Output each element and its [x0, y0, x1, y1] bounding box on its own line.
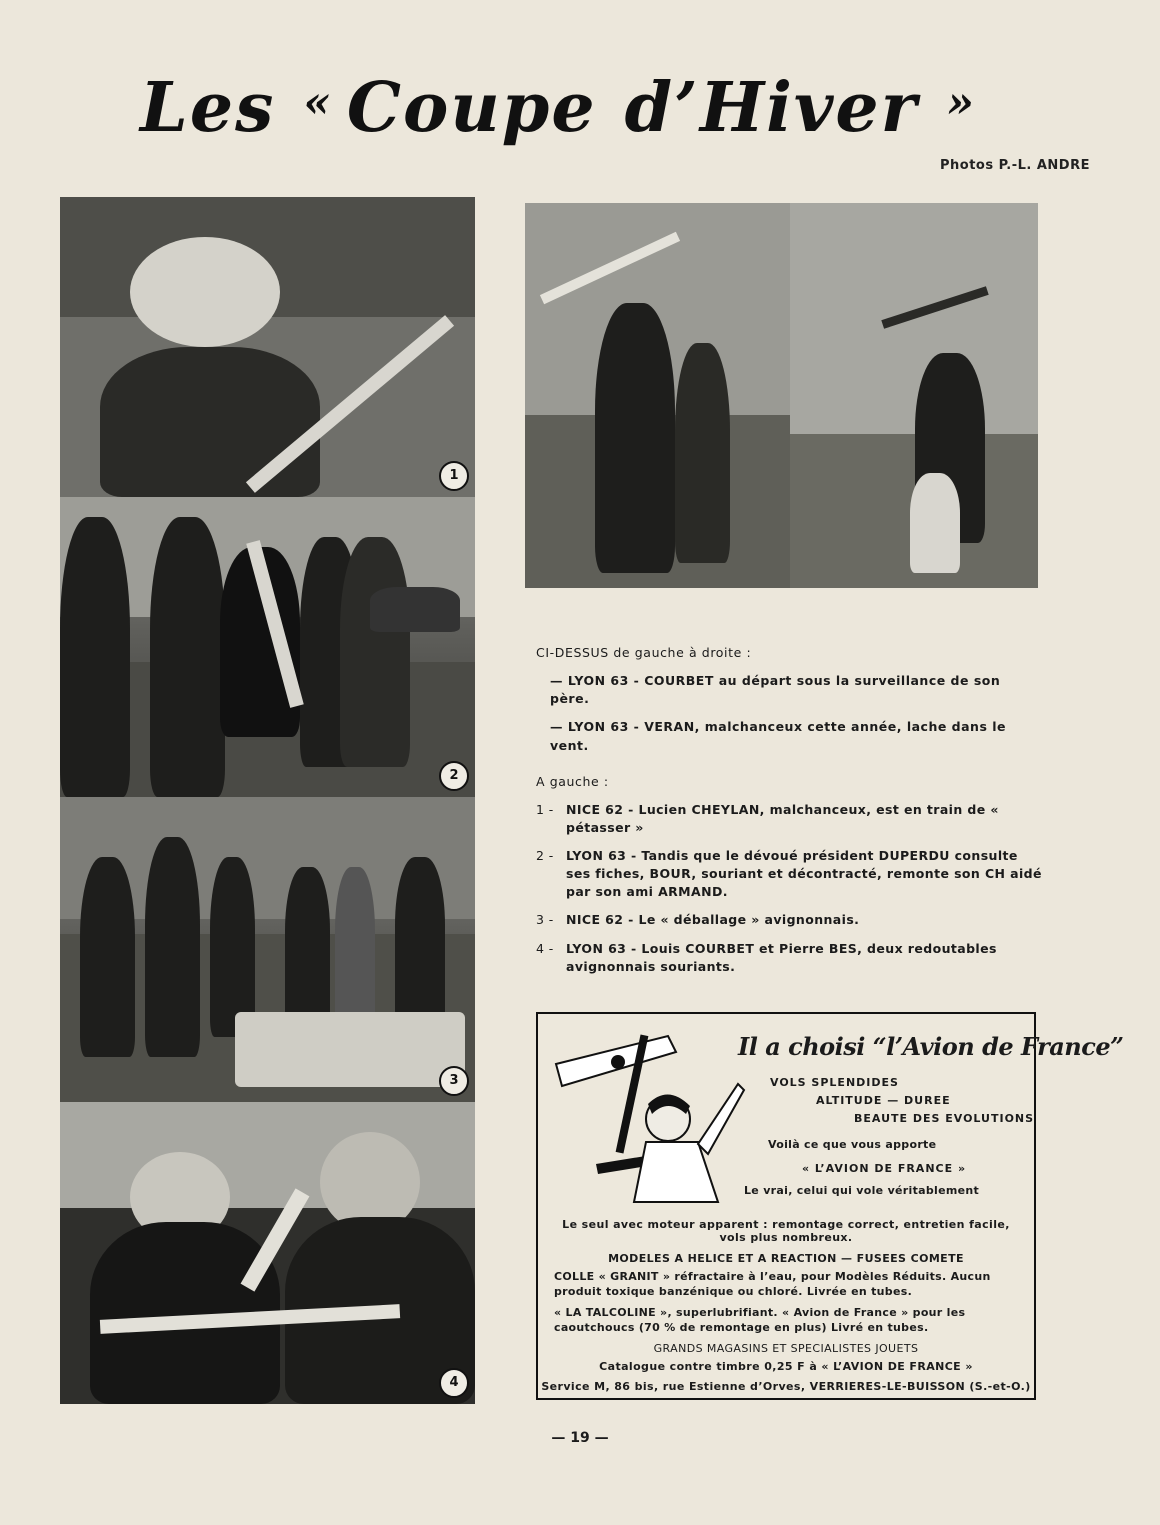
ad-stores-line: GRANDS MAGASINS ET SPECIALISTES JOUETS	[653, 1342, 919, 1355]
ad-brand: « L’AVION DE FRANCE »	[802, 1162, 967, 1175]
photo-number-4: 4	[439, 1368, 469, 1398]
ad-tagline: Le vrai, celui qui vole véritablement	[744, 1184, 980, 1197]
caption-item-text: NICE 62 - Le « déballage » avignonnais.	[566, 912, 860, 928]
page-number: — 19 —	[551, 1430, 609, 1446]
caption-item	[536, 847, 1042, 901]
captions-heading: CI-DESSUS de gauche à droite :	[536, 645, 752, 660]
caption-item-number: 2 -	[536, 848, 554, 863]
caption-item-number: 4 -	[536, 940, 554, 956]
ad-feature: ALTITUDE — DUREE	[816, 1094, 951, 1107]
page-title	[140, 68, 1020, 158]
ad-catalogue-line: Catalogue contre timbre 0,25 F à « L’AVION DE FRANCE »	[599, 1360, 973, 1373]
ad-address-line: Service M, 86 bis, rue Estienne d’Orves, VERRIERES-LE-BUISSON (S.-et-O.)	[541, 1380, 1031, 1393]
caption-item	[536, 940, 1042, 976]
photo-3	[60, 797, 475, 1102]
caption-line: — LYON 63 - COURBET au départ sous la surveillance de son père.	[550, 673, 1001, 707]
caption-item-number: 1 -	[536, 801, 554, 817]
caption-item	[536, 801, 1042, 837]
title-word-coupe: Coupe	[346, 68, 597, 148]
photo-number-2: 2	[439, 761, 469, 791]
ad-headline: Il a choisi “l’Avion de France”	[738, 1032, 1124, 1061]
ad-feature: VOLS SPLENDIDES	[770, 1076, 899, 1089]
title-open-quote: «	[303, 77, 333, 128]
caption-item-number: 3 -	[536, 912, 554, 928]
ad-feature: BEAUTE DES EVOLUTIONS	[854, 1112, 1035, 1125]
title-word-les: Les	[140, 68, 276, 148]
ad-motor-line: Le seul avec moteur apparent : remontage correct, entretien facile, vols plus nombreux.	[562, 1218, 1010, 1244]
ad-voila: Voilà ce que vous apporte	[768, 1138, 937, 1151]
photo-credit: Photos P.-L. ANDRE	[940, 158, 1090, 173]
title-word-hiver: d’Hiver	[624, 68, 919, 148]
caption-item-text: LYON 63 - Louis COURBET et Pierre BES, deux redoutables avignonnais souriants.	[566, 940, 997, 974]
photo-2	[60, 497, 475, 797]
advertisement	[536, 1012, 1124, 1400]
ad-talcoline-line: « LA TALCOLINE », superlubrifiant. « Avion de France » pour les caoutchoucs (70 % de remontage en plus) Livré en tubes.	[554, 1306, 966, 1334]
photo-launch-courbet	[525, 203, 790, 588]
photo-number-3: 3	[439, 1066, 469, 1096]
ad-models-line: MODELES A HELICE ET A REACTION — FUSEES COMETE	[608, 1252, 964, 1265]
title-close-quote: »	[946, 77, 976, 128]
caption-line: — LYON 63 - VERAN, malchanceux cette année, lache dans le vent.	[550, 719, 1007, 753]
photo-4	[60, 1102, 475, 1404]
photo-1	[60, 197, 475, 497]
photo-number-1: 1	[439, 461, 469, 491]
ad-colle-line: COLLE « GRANIT » réfractaire à l’eau, pour Modèles Réduits. Aucun produit toxique banzénique ou chloré. Livrée en tubes.	[554, 1270, 991, 1298]
caption-item-text: NICE 62 - Lucien CHEYLAN, malchanceux, est en train de « pétasser »	[566, 801, 999, 835]
captions	[536, 644, 1042, 986]
captions-left-heading: A gauche :	[536, 773, 609, 789]
caption-item-text: LYON 63 - Tandis que le dévoué président DUPERDU consulte ses fiches, BOUR, souriant et décontracté, remonte son CH aidé par son ami ARMAND.	[566, 848, 1042, 900]
caption-item	[536, 911, 1042, 929]
boy-launching-plane-illustration	[548, 1024, 748, 1204]
photo-launch-veran	[790, 203, 1038, 588]
